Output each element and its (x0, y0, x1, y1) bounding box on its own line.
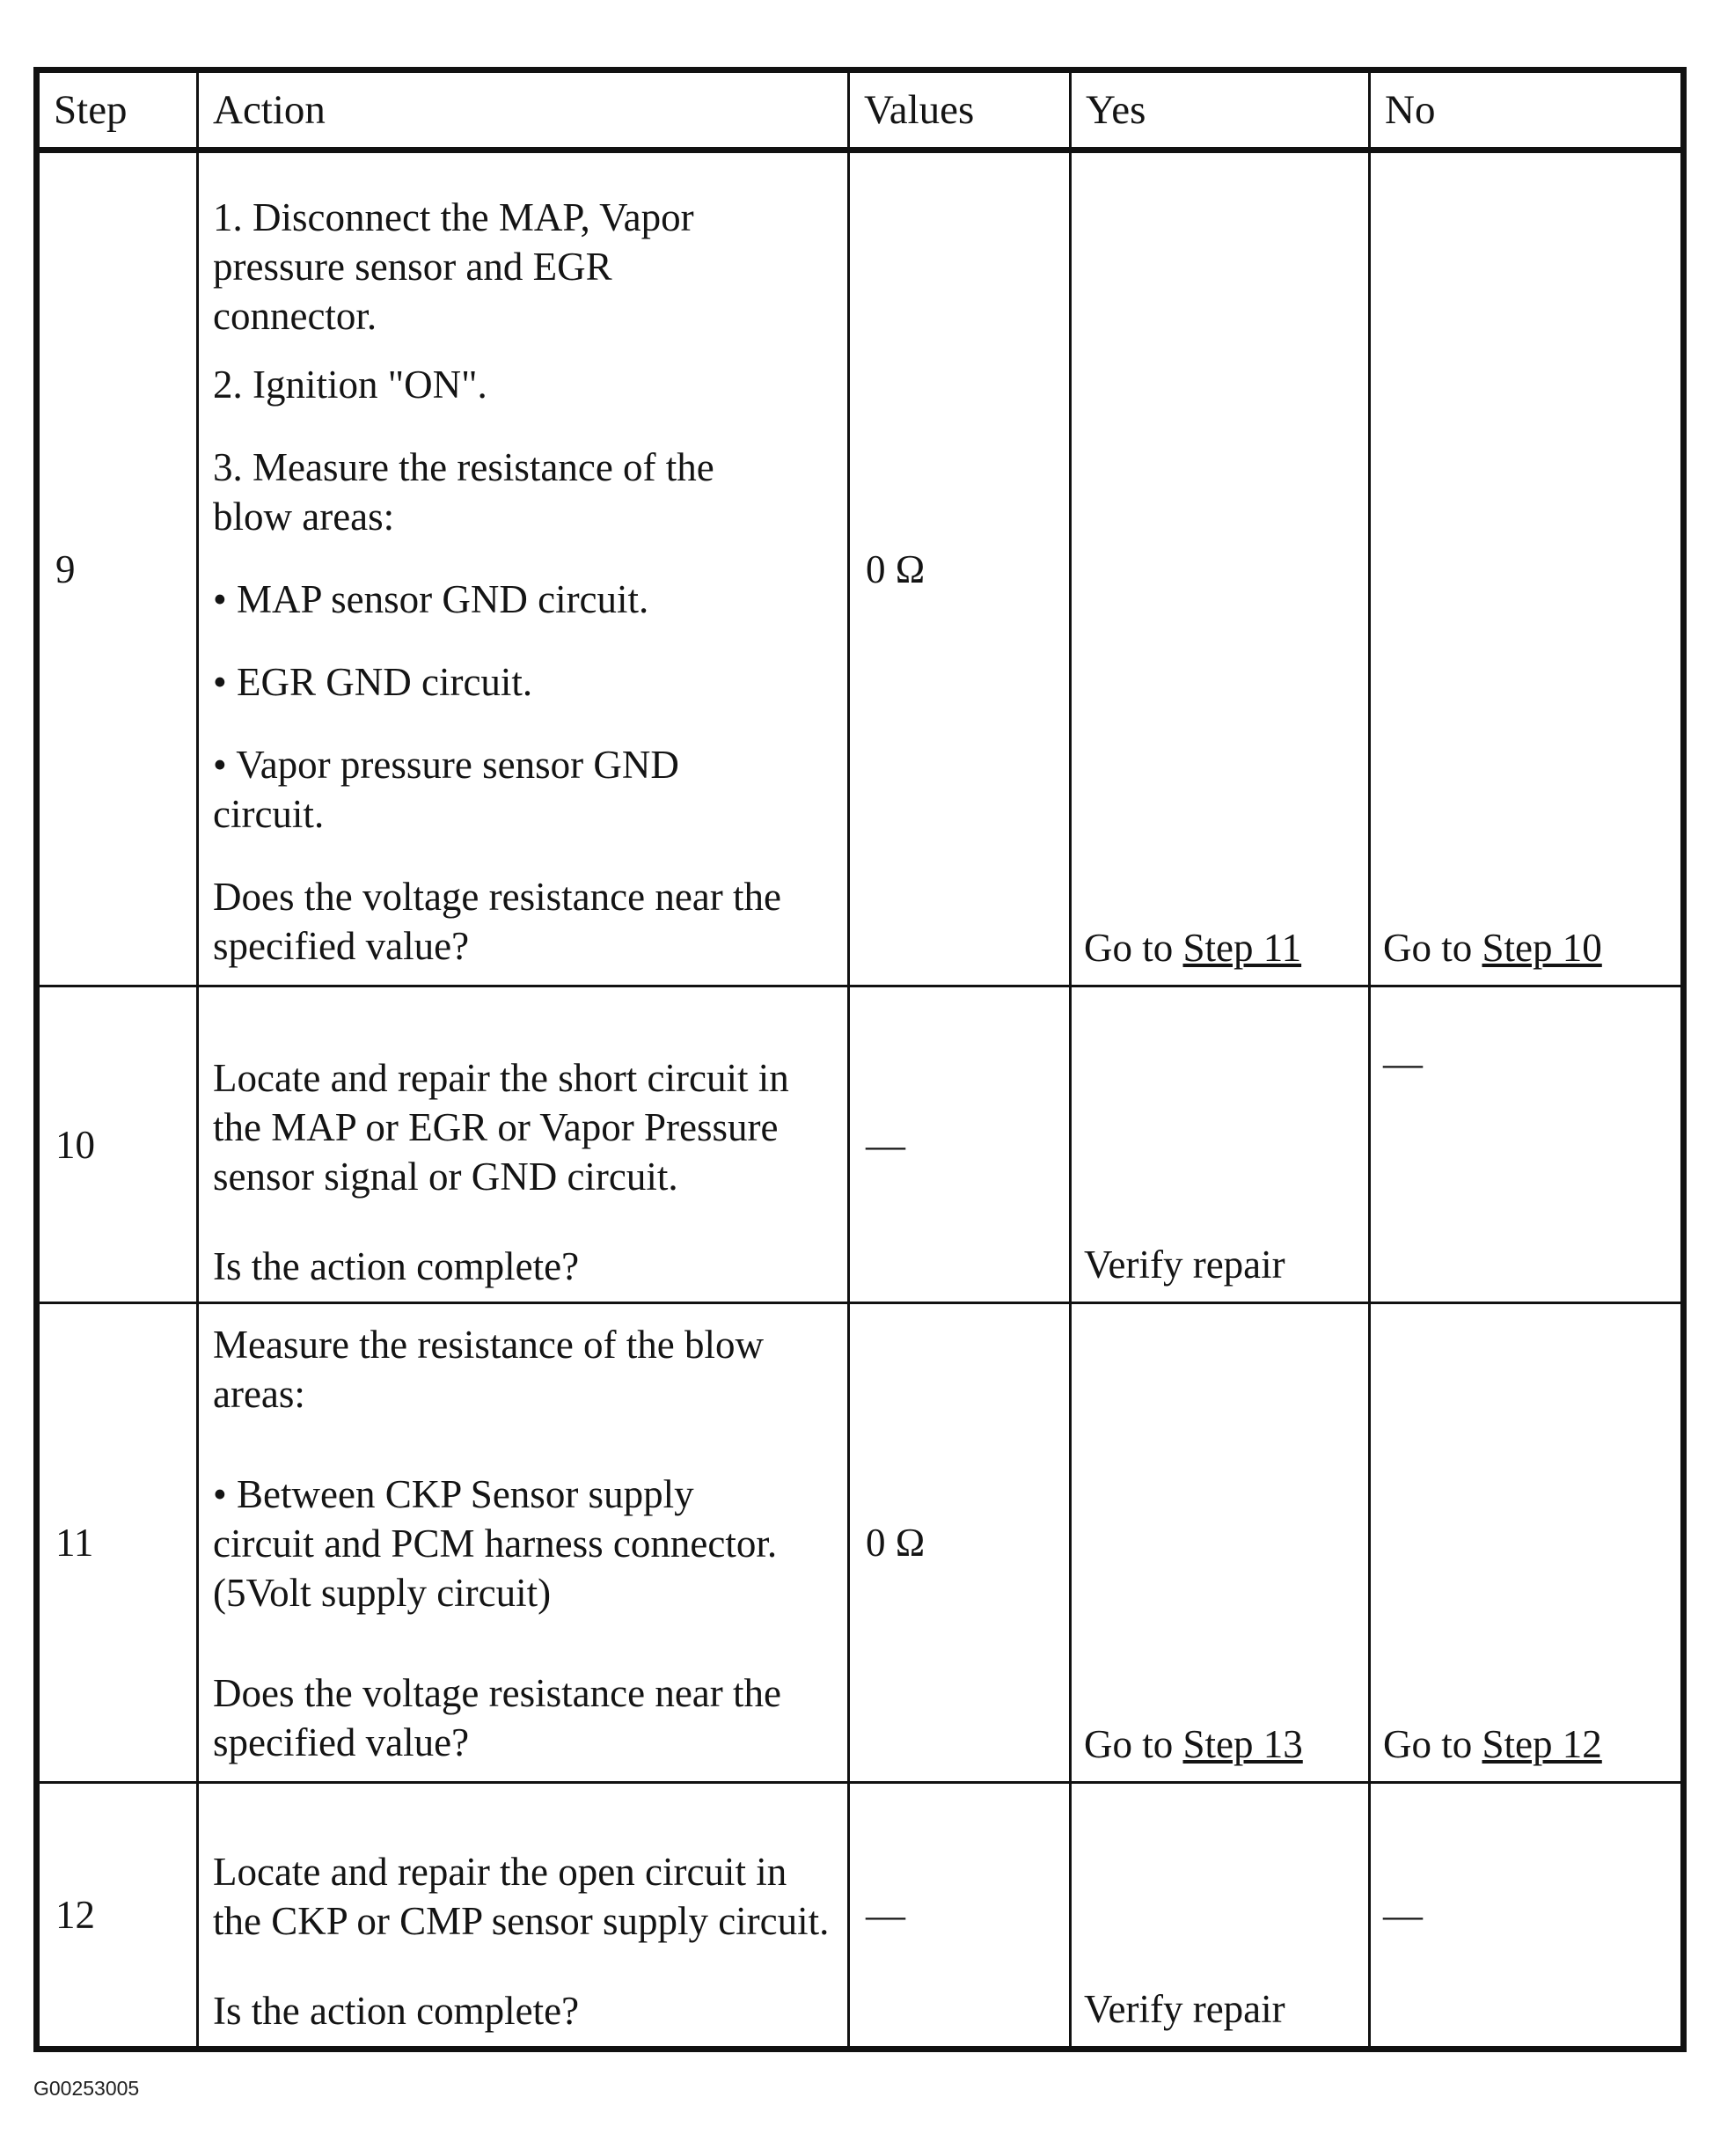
value-cell: 0 Ω (849, 1303, 1071, 1783)
header-step: Step (37, 70, 198, 150)
header-values: Values (849, 70, 1071, 150)
action-line: Measure the resistance of the blow areas: (213, 1322, 765, 1416)
no-prefix: Go to (1383, 926, 1482, 971)
action-question: Does the voltage resistance near the specified value? (213, 875, 781, 969)
yes-prefix: Go to (1084, 1721, 1183, 1766)
action-question: Is the action complete? (213, 1244, 580, 1289)
no-dash: — (1383, 1041, 1423, 1086)
value-cell: — (849, 1782, 1071, 2049)
action-line: 2. Ignition "ON". (213, 363, 487, 407)
diagnostic-table (33, 67, 1687, 2052)
go-to-step-13-link[interactable]: Step 13 (1182, 1721, 1303, 1766)
yes-cell: Verify repair (1071, 1782, 1370, 2049)
go-to-step-10-link[interactable]: Step 10 (1482, 926, 1602, 971)
step-number: 11 (37, 1303, 198, 1783)
action-question: Does the voltage resistance near the specified value? (213, 1670, 781, 1764)
action-cell (198, 1782, 849, 2049)
bullet-item: • MAP sensor GND circuit. (213, 577, 649, 622)
header-row (37, 70, 1684, 150)
action-question: Is the action complete? (213, 1989, 580, 2033)
header-no: No (1370, 70, 1684, 150)
step-number: 12 (37, 1782, 198, 2049)
bullet-item: • Between CKP Sensor supply circuit and PCM harness connector. (5Volt supply circuit) (213, 1471, 778, 1615)
header-yes: Yes (1071, 70, 1370, 150)
go-to-step-12-link[interactable]: Step 12 (1482, 1721, 1602, 1766)
header-action: Action (198, 70, 849, 150)
yes-prefix: Go to (1084, 926, 1183, 971)
no-cell: — (1370, 1782, 1684, 2049)
yes-cell (1071, 150, 1370, 986)
action-cell (198, 986, 849, 1303)
action-line: 3. Measure the resistance of the blow areas: (213, 445, 714, 539)
go-to-step-11-link[interactable]: Step 11 (1182, 926, 1302, 971)
bullet-item: • Vapor pressure sensor GND circuit. (213, 743, 679, 837)
no-cell (1370, 150, 1684, 986)
bullet-item: • EGR GND circuit. (213, 660, 533, 705)
action-line: Locate and repair the open circuit in the CKP or CMP sensor supply circuit. (213, 1850, 830, 1943)
table-row (37, 986, 1684, 1303)
no-cell (1370, 1303, 1684, 1783)
figure-code: G00253005 (33, 2077, 140, 2100)
no-cell (1370, 986, 1684, 1303)
value-cell: — (849, 986, 1071, 1303)
yes-cell (1071, 1303, 1370, 1783)
yes-cell: Verify repair (1071, 986, 1370, 1303)
action-cell (198, 150, 849, 986)
step-number: 9 (37, 150, 198, 986)
table-row (37, 1782, 1684, 2049)
step-number: 10 (37, 986, 198, 1303)
no-prefix: Go to (1383, 1721, 1482, 1766)
action-cell (198, 1303, 849, 1783)
action-line: 1. Disconnect the MAP, Vapor pressure sensor and EGR connector. (213, 195, 694, 339)
action-line: Locate and repair the short circuit in the MAP or EGR or Vapor Pressure sensor signal or GND circuit. (213, 1056, 789, 1199)
value-cell: 0 Ω (849, 150, 1071, 986)
table-row (37, 1303, 1684, 1783)
table-row (37, 150, 1684, 986)
